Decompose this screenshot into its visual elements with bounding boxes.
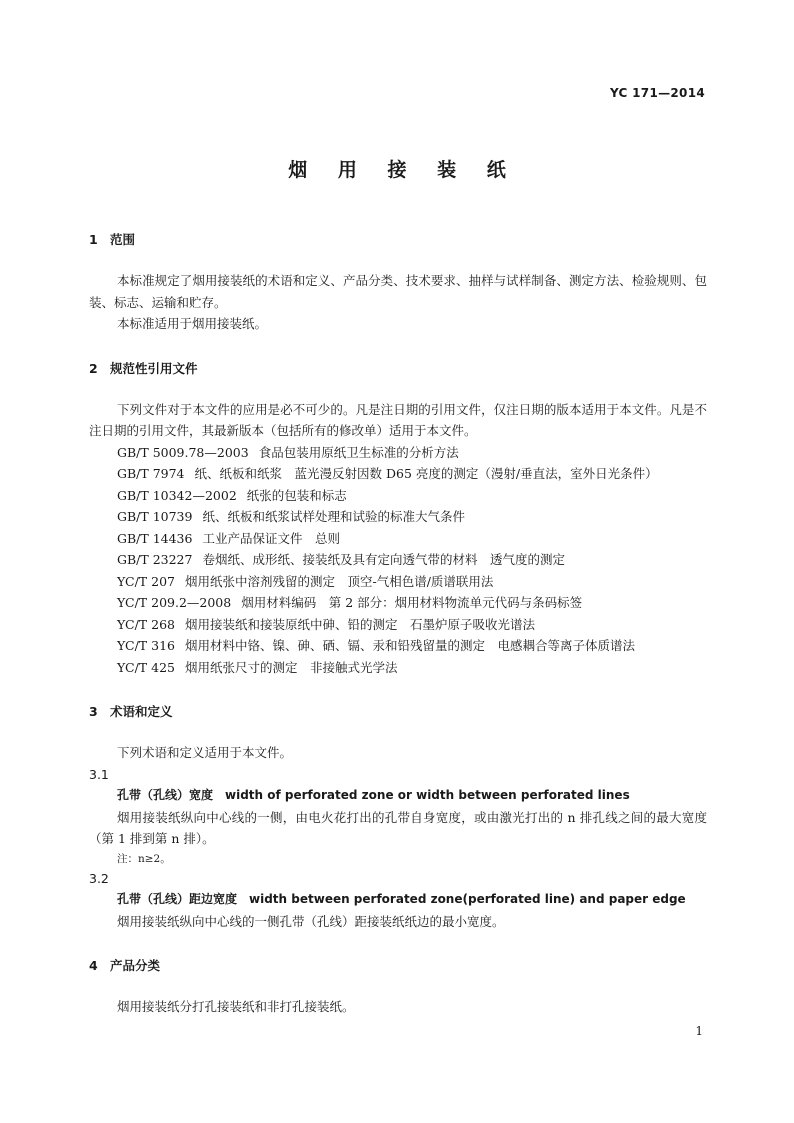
reference-item — [89, 442, 707, 464]
reference-code: GB/T 7974 — [117, 466, 185, 481]
section-title: 规范性引用文件 — [110, 360, 198, 376]
term-title-en: width of perforated zone or width between perforated lines — [225, 788, 630, 802]
reference-title: 烟用接装纸和接装原纸中砷、铅的测定 石墨炉原子吸收光谱法 — [184, 616, 535, 632]
section-number: 1 — [89, 232, 98, 247]
reference-title: 烟用材料中铬、镍、砷、硒、镉、汞和铅残留量的测定 电感耦合等离子体质谱法 — [184, 638, 635, 653]
reference-title: 烟用材料编码 第 2 部分：烟用材料物流单元代码与条码标签 — [241, 595, 583, 610]
reference-item — [89, 657, 707, 679]
reference-title: 卷烟纸、成形纸、接装纸及具有定向透气带的材料 透气度的测定 — [202, 552, 565, 567]
paragraph: 本标准适用于烟用接装纸。 — [117, 316, 268, 331]
section-number: 3 — [89, 704, 98, 719]
reference-item — [89, 506, 707, 528]
reference-code: YC/T 268 — [117, 616, 175, 632]
section-title: 范围 — [110, 232, 136, 247]
paragraph: 烟用接装纸分打孔接装纸和非打孔接装纸。 — [117, 999, 355, 1014]
paragraph: 下列文件对于本文件的应用是必不可少的。凡是注日期的引用文件，仅注日期的版本适用于本文件。凡是不注日期的引用文件，其最新版本（包括所有的修改单）适用于本文件。 — [89, 401, 707, 438]
reference-title: 工业产品保证文件 总则 — [202, 530, 340, 546]
reference-code: YC/T 207 — [117, 573, 175, 589]
reference-item — [89, 592, 707, 614]
reference-code: YC/T 209.2—2008 — [117, 595, 232, 610]
reference-code: GB/T 23227 — [117, 552, 193, 567]
reference-title: 纸、纸板和纸浆试样处理和试验的标准大气条件 — [202, 509, 465, 524]
reference-item — [89, 485, 707, 507]
term-definition: 烟用接装纸纵向中心线的一侧，由电火花打出的孔带自身宽度，或由激光打出的 n 排孔线之间的最大宽度（第 1 排到第 n 排）。 — [89, 809, 707, 846]
reference-code: GB/T 14436 — [117, 530, 193, 546]
term-definition: 烟用接装纸纵向中心线的一侧孔带（孔线）距接装纸纸边的最小宽度。 — [117, 913, 505, 929]
term-note: 注：n≥2。 — [117, 852, 171, 865]
term-title-zh: 孔带（孔线）距边宽度 — [117, 892, 238, 906]
term-number: 3.2 — [89, 870, 109, 886]
reference-item — [89, 463, 707, 485]
section-title: 术语和定义 — [110, 704, 173, 719]
term-title — [89, 889, 707, 911]
document-body — [89, 230, 707, 1018]
document-title: 烟 用 接 装 纸 — [288, 159, 518, 181]
term-title-zh: 孔带（孔线）宽度 — [117, 788, 214, 802]
paragraph: 下列术语和定义适用于本文件。 — [117, 745, 293, 760]
reference-item — [89, 614, 707, 636]
section-heading-normative-references — [89, 359, 707, 379]
reference-list — [89, 442, 707, 679]
term-number: 3.1 — [89, 766, 109, 782]
section-heading-terms-definitions — [89, 702, 707, 722]
reference-title: 纸、纸板和纸浆 蓝光漫反射因数 D65 亮度的测定（漫射/垂直法，室外日光条件） — [194, 466, 658, 481]
reference-title: 烟用纸张中溶剂残留的测定 顶空-气相色谱/质谱联用法 — [184, 573, 494, 589]
reference-item — [89, 635, 707, 657]
section-number: 4 — [89, 958, 98, 973]
reference-title: 纸张的包装和标志 — [246, 487, 347, 503]
reference-item — [89, 549, 707, 571]
section-number: 2 — [89, 360, 98, 376]
reference-code: GB/T 10342—2002 — [117, 487, 237, 503]
section-title: 产品分类 — [110, 958, 161, 973]
page-number: 1 — [695, 1024, 703, 1038]
term-title-en: width between perforated zone(perforated line) and paper edge — [249, 892, 686, 906]
term-title — [89, 785, 707, 807]
paragraph: 本标准规定了烟用接装纸的术语和定义、产品分类、技术要求、抽样与试样制备、测定方法、检验规则、包装、标志、运输和贮存。 — [89, 273, 707, 310]
reference-title: 食品包装用原纸卫生标准的分析方法 — [258, 444, 459, 460]
reference-item — [89, 528, 707, 550]
reference-code: GB/T 5009.78—2003 — [117, 444, 249, 460]
reference-title: 烟用纸张尺寸的测定 非接触式光学法 — [184, 659, 398, 675]
section-heading-scope — [89, 230, 707, 250]
standard-code: YC 171—2014 — [610, 86, 705, 100]
reference-code: GB/T 10739 — [117, 509, 193, 524]
reference-item — [89, 571, 707, 593]
section-heading-product-classification — [89, 956, 707, 976]
reference-code: YC/T 316 — [117, 638, 175, 653]
reference-code: YC/T 425 — [117, 659, 175, 675]
